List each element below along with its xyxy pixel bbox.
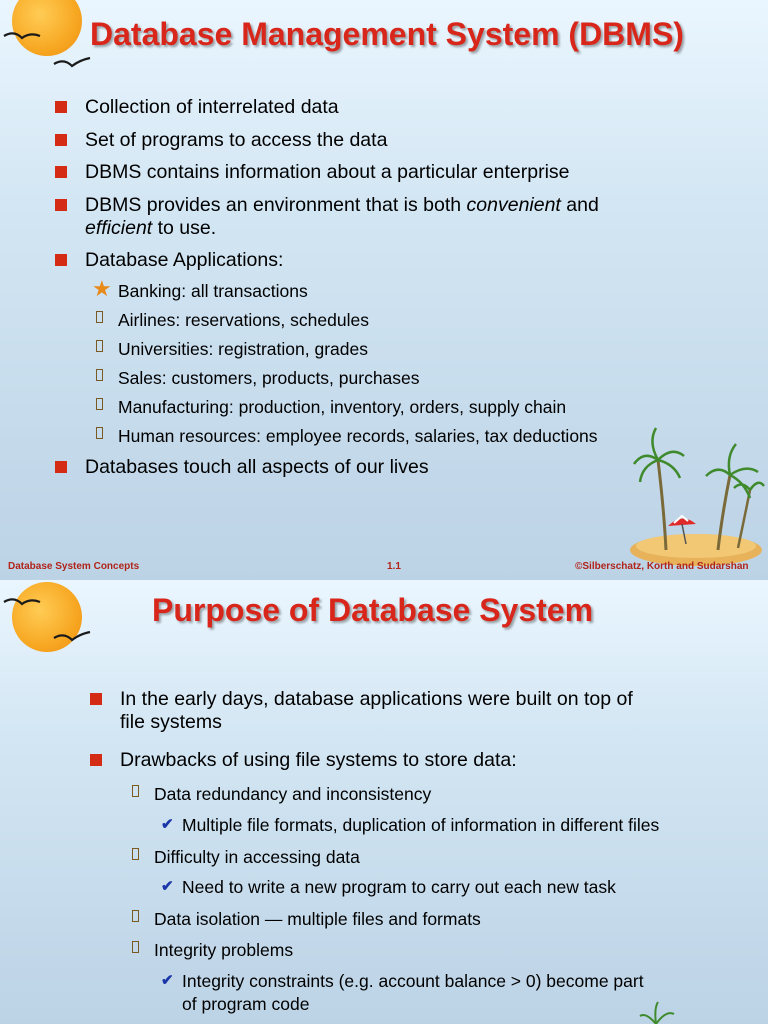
bullet-text: Database Applications: [85, 249, 284, 271]
list-item [85, 96, 339, 119]
sub-item-text: Airlines: reservations, schedules [118, 310, 369, 330]
slide-2 [0, 580, 768, 1024]
sub-item-text: Data isolation — multiple files and formats [154, 909, 481, 929]
sub-item-text: Data redundancy and inconsistency [154, 784, 432, 804]
bullet-box-icon [132, 848, 139, 860]
bullet-box-icon [132, 785, 139, 797]
sub-list-item [118, 426, 598, 447]
list-item [85, 456, 429, 479]
star-icon: ★ [92, 276, 112, 301]
bullet-icon [55, 254, 67, 266]
sub-list-item [92, 276, 308, 302]
sub-item-text: Sales: customers, products, purchases [118, 368, 420, 388]
checkmark-icon: ✔ [161, 972, 174, 989]
sub-sub-list-item [161, 970, 644, 1016]
sub-list-item [154, 940, 293, 961]
bullet-icon [55, 461, 67, 473]
bullet-text: file systems [120, 711, 222, 733]
sub-list-item [154, 909, 481, 930]
bullet-text: DBMS contains information about a particular enterprise [85, 161, 570, 183]
bullet-text: Set of programs to access the data [85, 129, 388, 151]
bullet-text: Drawbacks of using file systems to store data: [120, 749, 517, 771]
footer-left: Database System Concepts [8, 561, 140, 572]
bullet-text: Collection of interrelated data [85, 96, 339, 118]
list-item [85, 249, 283, 272]
sub-item-text: Manufacturing: production, inventory, orders, supply chain [118, 397, 567, 417]
bullet-box-icon [96, 427, 103, 439]
sun-icon [12, 0, 82, 56]
sub-list-item [118, 397, 566, 418]
bullet-text: In the early days, database applications were built on top of [120, 688, 633, 710]
sub-item-text: Banking: all transactions [118, 281, 308, 301]
sub-list-item [118, 310, 369, 331]
sub-item-text: Universities: registration, grades [118, 339, 368, 359]
bird-icon [52, 630, 92, 644]
bullet-text: Databases touch all aspects of our lives [85, 456, 429, 478]
sub-item-text: Human resources: employee records, salaries, tax deductions [118, 426, 598, 446]
bullet-box-icon [96, 369, 103, 381]
bullet-text: to use. [152, 217, 217, 239]
bullet-emphasis: convenient [466, 194, 561, 216]
bird-icon [2, 596, 42, 610]
footer-page-number: 1.1 [387, 561, 401, 572]
list-item [85, 129, 387, 152]
checkmark-icon: ✔ [161, 878, 174, 895]
bird-icon [52, 56, 92, 70]
sub-sub-item-text: Multiple file formats, duplication of information in different files [182, 815, 660, 835]
bullet-icon [55, 166, 67, 178]
sub-list-item [118, 368, 420, 389]
sub-list-item [118, 339, 368, 360]
sub-sub-item-text: Need to write a new program to carry out each new task [182, 877, 616, 897]
sub-list-item [154, 784, 431, 805]
sub-item-text: Difficulty in accessing data [154, 847, 360, 867]
list-item [120, 749, 517, 772]
page-title: Database Management System (DBMS) [90, 16, 684, 52]
sub-list-item [154, 847, 360, 868]
bullet-box-icon [96, 398, 103, 410]
sub-sub-list-item [161, 814, 660, 837]
bullet-icon [55, 199, 67, 211]
bullet-text: and [560, 194, 599, 216]
sub-sub-item-text: Integrity constraints (e.g. account balance > 0) become part [182, 971, 644, 991]
list-item [120, 688, 633, 734]
bullet-emphasis: efficient [85, 217, 153, 239]
list-item [85, 161, 570, 184]
bullet-box-icon [132, 910, 139, 922]
bullet-box-icon [132, 941, 139, 953]
bullet-icon [55, 134, 67, 146]
list-item [85, 194, 599, 240]
sub-item-text: Integrity problems [154, 940, 294, 960]
checkmark-icon: ✔ [161, 816, 174, 833]
palm-island-icon [626, 420, 766, 570]
page-title: Purpose of Database System [152, 592, 594, 628]
sub-sub-item-text: of program code [182, 994, 310, 1014]
palm-tree-icon [636, 1000, 676, 1024]
footer-copyright: ©Silberschatz, Korth and Sudarshan [575, 561, 749, 572]
bullet-icon [55, 101, 67, 113]
bullet-text: DBMS provides an environment that is both [85, 194, 467, 216]
bullet-icon [90, 693, 102, 705]
bullet-icon [90, 754, 102, 766]
bullet-box-icon [96, 311, 103, 323]
sub-sub-list-item [161, 876, 616, 899]
bullet-box-icon [96, 340, 103, 352]
bird-icon [2, 30, 42, 44]
